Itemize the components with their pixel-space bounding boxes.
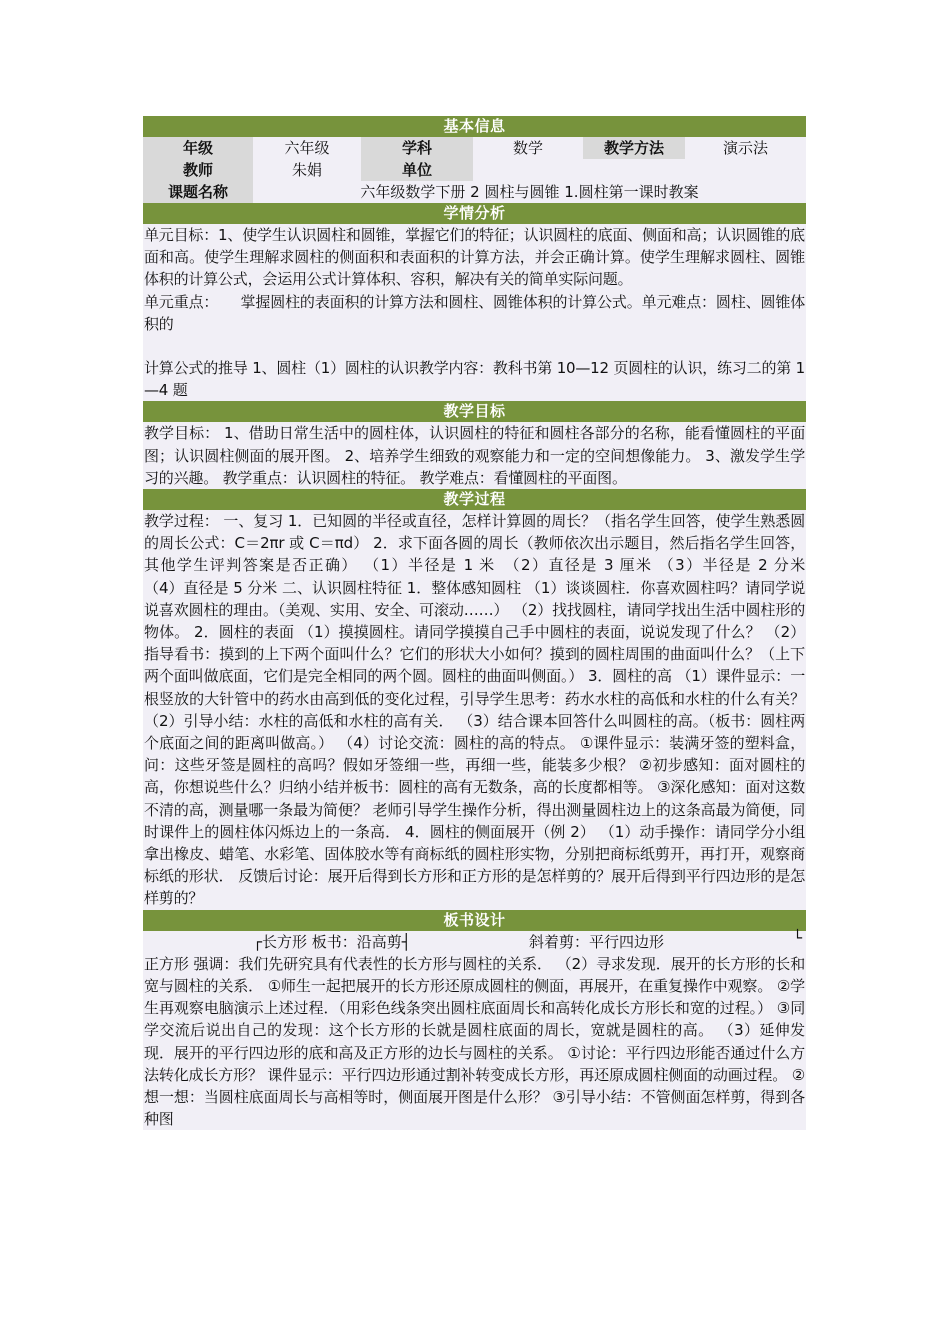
grade-value: 六年级 xyxy=(253,137,361,159)
board-left-text: ┌长方形 板书：沿高剪┤ xyxy=(253,932,411,951)
info-row-3 xyxy=(143,181,806,203)
analysis-paragraph: 计算公式的推导 1、圆柱（1）圆柱的认识教学内容：教科书第 10—12 页圆柱的认识，练习二的第 1—4 题 xyxy=(144,359,805,400)
info-row-2 xyxy=(143,159,806,181)
analysis-paragraph: 单元目标：1、使学生认识圆柱和圆锥，掌握它们的特征；认识圆柱的底面、侧面和高；认识圆锥的底面和高。使学生理解求圆柱的侧面积和表面积的计算方法，并会正确计算。使学生理解求圆柱、圆锥体积的计算公式，会运用公式计算体积、容积，解决有关的简单实际问题。 xyxy=(144,226,805,289)
unit-value xyxy=(473,159,806,181)
lesson-title-value: 六年级数学下册 2 圆柱与圆锥 1.圆柱第一课时教案 xyxy=(253,181,806,203)
teacher-label: 教师 xyxy=(143,159,253,181)
teacher-value: 朱娟 xyxy=(253,159,361,181)
section-basic-info: 基本信息 xyxy=(143,116,806,137)
analysis-content xyxy=(143,224,806,401)
subject-value: 数学 xyxy=(473,137,583,159)
grade-label: 年级 xyxy=(143,137,253,159)
board-diagram-line xyxy=(143,928,806,953)
section-board: 板书设计 xyxy=(143,910,806,931)
section-goals: 教学目标 xyxy=(143,401,806,422)
board-mid-text: 斜着剪：平行四边形 xyxy=(529,932,665,951)
process-paragraph: 教学过程： 一、复习 1．已知圆的半径或直径，怎样计算圆的周长？（指名学生回答，使学生熟悉圆的周长公式：C＝2πr 或 C＝πd） 2．求下面各圆的周长（教师依次出示题目，然后指名学生回答，其他学生评判答案是否正确） （1）半径是 1 米 （2）直径是 3 厘米 （3）半径是 2 分米 （4）直径是 5 分米 二、认识圆柱特征 1．整体感知圆柱 （1）谈谈圆柱．你喜欢圆柱吗？请同学说说喜欢圆柱的理由。（美观、实用、安全、可滚动……） （2）找找圆柱，请同学找出生活中圆柱形的物体。 2．圆柱的表面 （1）摸摸圆柱。请同学摸摸自己手中圆柱的表面，说说发现了什么？ （2）指导看书：摸到的上下两个面叫什么？它们的形状大小如何？摸到的圆柱周围的曲面叫什么？（上下两个面叫做底面，它们是完全相同的两个圆。圆柱的曲面叫侧面。） 3．圆柱的高 （1）课件显示：一根竖放的大针管中的药水由高到低的变化过程，引导学生思考：药水水柱的高低和水柱的什么有关？ （2）引导小结：水柱的高低和水柱的高有关． （3）结合课本回答什么叫圆柱的高。（板书：圆柱两个底面之间的距离叫做高。） （4）讨论交流：圆柱的高的特点。 ①课件显示：装满牙签的塑料盒，问：这些牙签是圆柱的高吗？假如牙签细一些，再细一些，能装多少根？ ②初步感知：面对圆柱的高，你想说些什么？归纳小结并板书：圆柱的高有无数条，高的长度都相等。 ③深化感知：面对这数不清的高，测量哪一条最为简便？ 老师引导学生操作分析，得出测量圆柱边上的这条高最为简便，同时课件上的圆柱体闪烁边上的一条高． 4．圆柱的侧面展开（例 2） （1）动手操作：请同学分小组拿出橡皮、蜡笔、水彩笔、固体胶水等有商标纸的圆柱形实物，分别把商标纸剪开，再打开，观察商标纸的形状． 反馈后讨论：展开后得到长方形和正方形的是怎样剪的？展开后得到平行四边形的是怎样剪的？ xyxy=(144,512,894,908)
subject-label: 学科 xyxy=(361,137,473,159)
board-paragraph: 正方形 强调：我们先研究具有代表性的长方形与圆柱的关系． （2）寻求发现．展开的长方形的长和宽与圆柱的关系． ①师生一起把展开的长方形还原成圆柱的侧面，再展开，在重复操作中观察。 ②学生再观察电脑演示上述过程．（用彩色线条突出圆柱底面周长和高转化成长方形长和宽的过程。） ③同学交流后说出自己的发现：这个长方形的长就是圆柱底面的周长，宽就是圆柱的高。 （3）延伸发现．展开的平行四边形的底和高及正方形的边长与圆柱的关系。 ①讨论：平行四边形能否通过什么方法转化成长方形？ 课件显示：平行四边形通过割补转变成长方形，再还原成圆柱侧面的动画过程。 ②想一想：当圆柱底面周长与高相等时，侧面展开图是什么形？ ③引导小结：不管侧面怎样剪，得到各种图 xyxy=(144,954,805,1129)
goals-content xyxy=(143,422,806,489)
lesson-title-label: 课题名称 xyxy=(143,181,253,203)
method-label: 教学方法 xyxy=(583,137,685,159)
info-row-1 xyxy=(143,137,806,159)
goals-paragraph: 教学目标： 1、借助日常生活中的圆柱体，认识圆柱的特征和圆柱各部分的名称，能看懂圆柱的平面图；认识圆柱侧面的展开图。 2、培养学生细致的观察能力和一定的空间想像能力。 3、激发学生学习的兴趣。 教学重点：认识圆柱的特征。 教学难点：看懂圆柱的平面图。 xyxy=(144,424,805,487)
unit-label: 单位 xyxy=(361,159,473,181)
lesson-plan-table xyxy=(143,116,894,1130)
section-analysis: 学情分析 xyxy=(143,203,806,224)
analysis-paragraph: 单元重点： 掌握圆柱的表面积的计算方法和圆柱、圆锥体积的计算公式。单元难点：圆柱、圆锥体积的 xyxy=(144,292,805,333)
method-value: 演示法 xyxy=(685,137,806,159)
spacer xyxy=(144,335,805,357)
board-content xyxy=(143,953,806,1131)
section-process: 教学过程 xyxy=(143,489,806,510)
process-content xyxy=(143,510,894,910)
board-right-text: └ xyxy=(792,928,802,947)
